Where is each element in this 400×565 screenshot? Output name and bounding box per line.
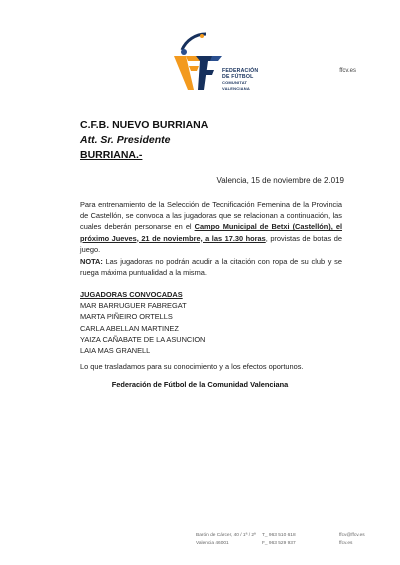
footer-email: ffcv@ffcv.es xyxy=(339,533,365,538)
footer-online xyxy=(339,532,365,547)
paragraph-text-end: , provistas de botas de juego. xyxy=(80,233,342,254)
closing-text: Lo que trasladamos para su conocimiento y a los efectos oportunos. xyxy=(80,362,304,371)
footer-address xyxy=(196,532,256,547)
header-website: ffcv.es xyxy=(339,68,356,74)
footer-phone: T_ 963 510 618 xyxy=(262,533,296,538)
org-name-line3: COMUNITAT xyxy=(222,80,248,85)
convocation-paragraph xyxy=(80,199,342,255)
addressee-club: C.F.B. NUEVO BURRIANA xyxy=(80,119,209,131)
players-heading: JUGADORAS CONVOCADAS xyxy=(80,290,183,299)
paragraph-text: Para entrenamiento de la Selección de Tecnificación Femenina de la Provincia de Castellón, se convoca a las jugadoras que se relacionan a continuación, las cuales deberán personarse en el xyxy=(80,200,342,232)
addressee-city: BURRIANA.- xyxy=(80,149,143,161)
note-text: Las jugadoras no podrán acudir a la citación con ropa de su club y se ruega máxima puntualidad a la misma. xyxy=(80,257,342,278)
footer-web: ffcv.es xyxy=(339,540,353,546)
list-item: MARTA PIÑEIRO ORTELLS xyxy=(80,312,173,322)
venue-time-highlight: Campo Municipal de Betxi (Castellón), el próximo Jueves, 21 de noviembre, a las 17.30 horas xyxy=(80,222,343,243)
footer-fax: F_ 963 529 937 xyxy=(262,540,296,546)
list-item: CARLA ABELLAN MARTINEZ xyxy=(80,323,179,333)
note-paragraph xyxy=(80,256,342,278)
org-name-line2: DE FÚTBOL xyxy=(222,74,254,80)
addressee-block xyxy=(80,118,208,163)
list-item: YAIZA CAÑABATE DE LA ASUNCION xyxy=(80,334,206,344)
signature: Federación de Fútbol de la Comunidad Valenciana xyxy=(111,380,289,389)
note-label: NOTA: xyxy=(80,257,103,266)
letter-date: Valencia, 15 de noviembre de 2.019 xyxy=(216,176,344,185)
org-name xyxy=(222,68,258,92)
list-item: MAR BARRUGUER FABREGAT xyxy=(80,301,187,311)
footer-address-line2: Valencia 46001 xyxy=(196,540,229,546)
footer-address-line1: Barón de Cárcer, 40 / 1ª / 2ª xyxy=(196,533,256,538)
org-name-line4: VALENCIANA xyxy=(222,86,250,91)
addressee-attention: Att. Sr. Presidente xyxy=(80,134,171,146)
org-name-line1: FEDERACIÓN xyxy=(222,68,259,74)
players-list xyxy=(80,289,205,356)
footer-contact xyxy=(262,532,296,547)
list-item: LAIA MAS GRANELL xyxy=(80,346,151,356)
